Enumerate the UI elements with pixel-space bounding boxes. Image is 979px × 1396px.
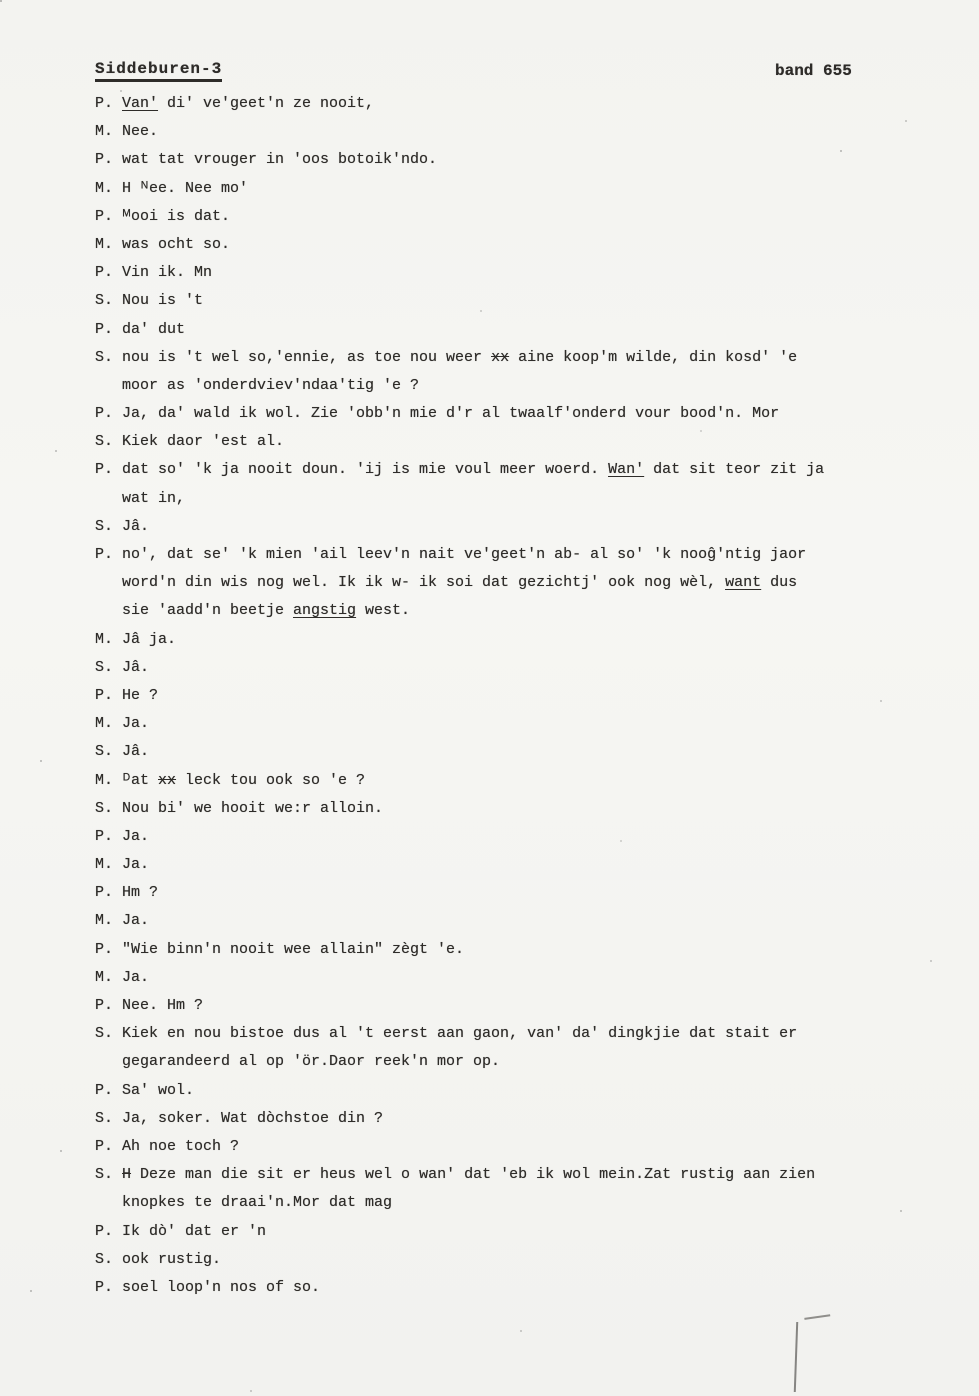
speaker-label: P. — [95, 264, 114, 282]
speaker-label: M. — [95, 968, 114, 986]
line-text: Jâ. — [122, 743, 150, 761]
transcript-line — [95, 316, 955, 344]
speaker-label: P. — [95, 1222, 114, 1240]
speaker-label: S. — [95, 348, 114, 366]
speaker-label: S. — [95, 1025, 114, 1043]
line-text: Nee. — [122, 123, 159, 141]
line-text: ᴹooi is dat. — [122, 207, 231, 225]
line-text: Ah noe toch ? — [122, 1137, 240, 1155]
line-text: ook rustig. — [122, 1250, 222, 1268]
line-text: Sa' wol. — [122, 1081, 195, 1099]
transcript-line — [95, 1105, 955, 1133]
transcript-line — [95, 682, 955, 710]
transcript-line — [95, 231, 955, 259]
line-text: knopkes te draai'n.Mor dat mag — [122, 1194, 393, 1212]
line-text: "Wie binn'n nooit wee allain" zègt 'e. — [122, 940, 465, 958]
transcript-line — [95, 936, 955, 964]
speaker-label — [95, 569, 122, 597]
line-text: was ocht so. — [122, 235, 231, 253]
line-text: wat in, — [122, 489, 186, 507]
speaker-label: P. — [95, 461, 114, 479]
transcript-line — [95, 992, 955, 1020]
transcript-line — [95, 767, 955, 795]
transcript-line — [95, 879, 955, 907]
speaker-label: M. — [95, 123, 114, 141]
line-text: Ja. — [122, 968, 150, 986]
speaker-label: P. — [95, 405, 114, 423]
transcript-line — [95, 1161, 955, 1189]
transcript-line — [95, 738, 955, 766]
speaker-label: S. — [95, 517, 114, 535]
transcript-line — [95, 428, 955, 456]
transcript — [95, 90, 955, 1302]
transcript-line — [95, 569, 955, 597]
transcript-line — [95, 654, 955, 682]
speaker-label — [95, 1048, 122, 1076]
line-text: Hm ? — [122, 884, 159, 902]
transcript-line — [95, 203, 955, 231]
transcript-line — [95, 1020, 955, 1048]
line-text: H Deze man die sit er heus wel o wan' dat 'eb ik wol mein.Zat rustig aan zien — [122, 1166, 816, 1184]
transcript-line — [95, 400, 955, 428]
speaker-label: S. — [95, 658, 114, 676]
line-text: Kiek daor 'est al. — [122, 433, 285, 451]
line-text: ᴰat xx leck tou ook so 'e ? — [122, 771, 366, 789]
speaker-label: P. — [95, 940, 114, 958]
speaker-label: S. — [95, 1109, 114, 1127]
transcript-line — [95, 1274, 955, 1302]
transcript-line — [95, 851, 955, 879]
line-text: Nee. Hm ? — [122, 997, 204, 1014]
transcript-line — [95, 1133, 955, 1161]
speaker-label: P. — [95, 207, 114, 225]
line-text: gegarandeerd al op 'ör.Daor reek'n mor op. — [122, 1053, 501, 1071]
speaker-label: P. — [95, 1137, 114, 1155]
speaker-label: S. — [95, 1250, 114, 1268]
speaker-label: P. — [95, 827, 114, 845]
line-text: Nou is 't — [122, 292, 204, 310]
line-text: moor as 'onderdviev'ndaa'tig 'e ? — [122, 376, 420, 394]
transcript-line — [95, 541, 955, 569]
line-text: Kiek en nou bistoe dus al 't eerst aan gaon, van' da' dingkjie dat stait er — [122, 1025, 798, 1043]
transcript-line — [95, 597, 955, 625]
speaker-label — [95, 372, 122, 400]
speaker-label: S. — [95, 743, 114, 761]
speaker-label: M. — [95, 630, 114, 648]
speaker-label: S. — [95, 799, 114, 817]
transcript-line — [95, 259, 955, 287]
transcript-line — [95, 1077, 955, 1105]
band-label: band 655 — [775, 62, 852, 80]
line-text: Jâ. — [122, 658, 150, 676]
line-text: Ja. — [122, 856, 150, 874]
transcript-line — [95, 287, 955, 315]
speaker-label: S. — [95, 1166, 114, 1184]
page-title: Siddeburen-3 — [95, 60, 222, 82]
transcript-line — [95, 344, 955, 372]
line-text: Jâ. — [122, 517, 150, 535]
line-text: H ᴺee. Nee mo' — [122, 179, 249, 197]
line-text: Ja. — [122, 715, 150, 733]
speaker-label: P. — [95, 997, 114, 1014]
speaker-label: P. — [95, 686, 114, 704]
speaker-label — [95, 485, 122, 513]
line-text: Ja, soker. Wat dòchstoe din ? — [122, 1109, 384, 1127]
speaker-label: M. — [95, 856, 114, 874]
transcript-line — [95, 175, 955, 203]
speaker-label: M. — [95, 235, 114, 253]
line-text: nou is 't wel so,'ennie, as toe nou weer xx aine koop'm wilde, din kosd' 'e — [122, 348, 798, 366]
transcript-line — [95, 456, 955, 484]
transcript-line — [95, 795, 955, 823]
speaker-label — [95, 1189, 122, 1217]
speaker-label: P. — [95, 1081, 114, 1099]
speaker-label: M. — [95, 715, 114, 733]
speaker-label: S. — [95, 292, 114, 310]
transcript-line — [95, 118, 955, 146]
line-text: Ja. — [122, 912, 150, 930]
line-text: da' dut — [122, 320, 186, 338]
line-text: word'n din wis nog wel. Ik ik w- ik soi dat gezichtj' ook nog wèl, want dus — [122, 574, 798, 592]
speaker-label: P. — [95, 1278, 114, 1296]
speaker-label: S. — [95, 433, 114, 451]
transcript-line — [95, 1218, 955, 1246]
transcript-line — [95, 1048, 955, 1076]
transcript-line — [95, 372, 955, 400]
line-text: soel loop'n nos of so. — [122, 1278, 321, 1296]
line-text: wat tat vrouger in 'oos botoik'ndo. — [122, 151, 438, 169]
transcript-line — [95, 485, 955, 513]
transcript-line — [95, 1246, 955, 1274]
line-text: sie 'aadd'n beetje angstig west. — [122, 602, 411, 620]
line-text: Jâ ja. — [122, 630, 177, 648]
transcript-line — [95, 146, 955, 174]
line-text: Vin ik. Mn — [122, 264, 213, 282]
line-text: Nou bi' we hooit we:r alloin. — [122, 799, 384, 817]
line-text: He ? — [122, 686, 159, 704]
line-text: Ja, da' wald ik wol. Zie 'obb'n mie d'r al twaalf'onderd vour bood'n. Mor — [122, 405, 780, 423]
speaker-label: P. — [95, 151, 114, 169]
line-text: Van' di' ve'geet'n ze nooit, — [122, 95, 375, 112]
transcript-line — [95, 1189, 955, 1217]
transcript-line — [95, 710, 955, 738]
line-text: dat so' 'k ja nooit doun. 'ij is mie voul meer woerd. Wan' dat sit teor zit ja — [122, 461, 825, 479]
speaker-label: M. — [95, 179, 114, 197]
speaker-label: P. — [95, 320, 114, 338]
speaker-label: M. — [95, 912, 114, 930]
speaker-label: P. — [95, 95, 114, 112]
speaker-label: P. — [95, 884, 114, 902]
transcript-line — [95, 907, 955, 935]
transcript-line — [95, 964, 955, 992]
line-text: Ja. — [122, 827, 150, 845]
transcript-line — [95, 626, 955, 654]
transcript-line — [95, 513, 955, 541]
ink-smudge-dash — [804, 1314, 831, 1330]
ink-smudge-vertical — [794, 1322, 798, 1392]
speaker-label — [95, 597, 122, 625]
speaker-label: P. — [95, 546, 114, 563]
transcript-line — [95, 90, 955, 118]
scan-noise — [0, 0, 2, 2]
line-text: no', dat se' 'k mien 'ail leev'n nait ve'geet'n ab- al so' 'k nooĝ'ntig jaor — [122, 546, 807, 563]
transcript-line — [95, 823, 955, 851]
line-text: Ik dò' dat er 'n — [122, 1222, 267, 1240]
speaker-label: M. — [95, 771, 114, 789]
